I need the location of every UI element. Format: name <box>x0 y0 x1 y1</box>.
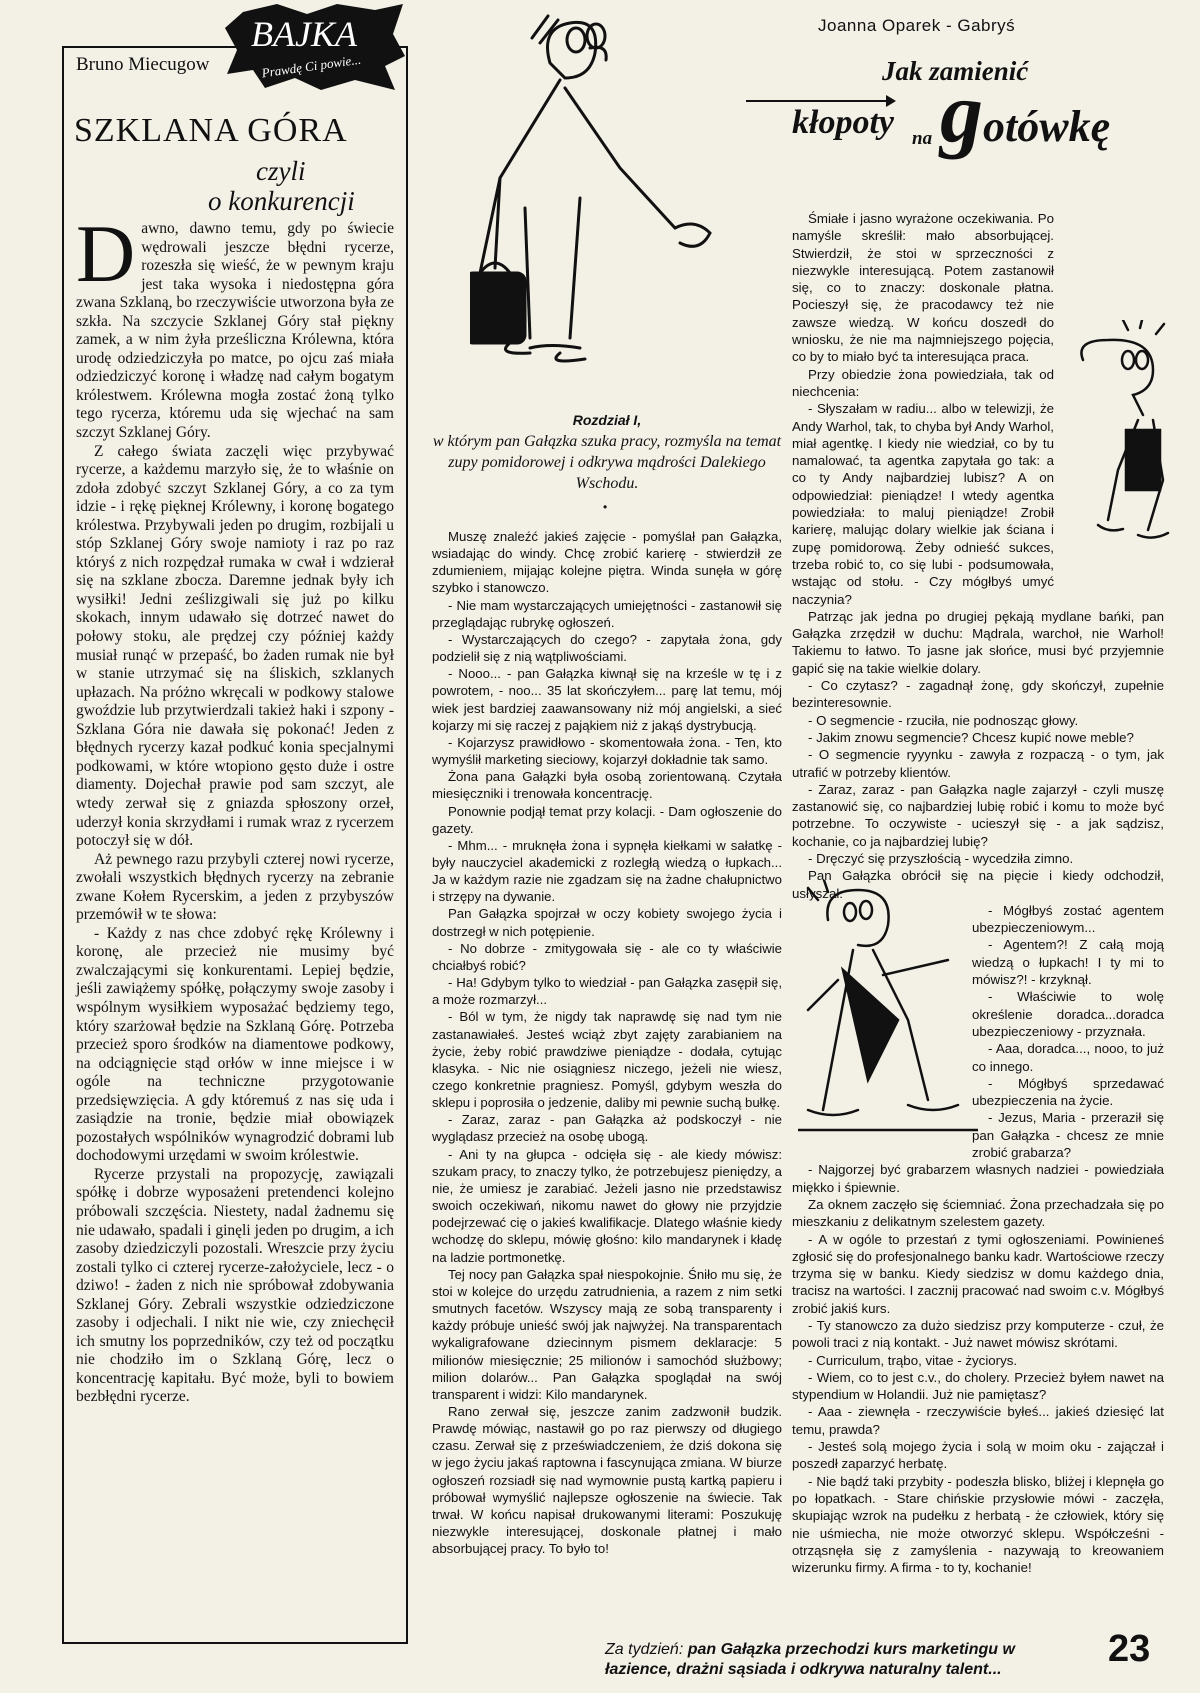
story-paragraph: - Zaraz, zaraz - pan Gałązka nagle zajarzył - czyli muszę zastanowić się, co najbardziej lubię robić i komu to może być potrzebne. To oczywiste - ucieszył się - a jak sądzisz, kochanie, co ja najbardziej lubię? <box>792 781 1164 849</box>
story-paragraph: Pan Gałązka spojrzał w oczy kobiety swojego życia i dostrzegł w nich potępienie. <box>432 906 782 939</box>
story-paragraph: - Jakim znowu segmencie? Chcesz kupić nowe meble? <box>808 729 1134 745</box>
headline-line-1: Jak zamienić <box>882 56 1029 86</box>
story-paragraph: - Jezus, Maria - przeraził się pan Gałązka - chcesz ze mnie zrobić grabarza? <box>972 1110 1164 1161</box>
fable-paragraph-2: Z całego świata zaczęli więc przybywać rycerze, a każdemu marzyło się, że to właśnie on zdoła zdobyć szczyt Szklanej Góry, a co za tym idzie - i rękę pięknej Królewny, i koronę bogatego królestwa. Przybywali jeden po drugim, rozbijali u stóp Szklanej Góry swoje namioty i raz po raz któryś z nich rozpędzał rumaka w cwał i wdzierał się na szklane zbocza. Daremne jednak były ich wysiłki! Jedni ześlizgiwali się już po kilku skokach, innym udawało się dotrzeć nawet do połowy stoku, ale prędzej czy później każdy musiał runąć w przepaść, bo żaden rumak nie był w stanie utrzymać się na śliskich, szklanych upłazach. Na próżno wkręcali w podkowy stalowe gwoździe lub przytwierdzali takież haki i szpony - Szklana Góra nie dawała się pokonać! Jeden z błędnych rycerzy kazał podkuć konia specjalnymi podkowami, w które wtopiono gęsto duże i ostre diamenty. Dojechał prawie pod sam szczyt, ale wtedy zerwał się z gniazda spłoszony orzeł, uderzył konia skrzydłami i rumak wraz z rycerzem potoczył się w dół. <box>76 442 394 850</box>
teaser-text: pan Gałązka przechodzi kurs marketingu w łazience, drażni sąsiada i odkrywa naturalny talent... <box>605 1641 1015 1678</box>
story-paragraph: - O segmencie ryyynku - zawyła z rozpaczą - o tym, jak utrafić w potrzeby klientów. <box>792 747 1164 780</box>
story-paragraph: - Ha! Gdybym tylko to wiedział - pan Gałązka zasępił się, a może rozmarzył... <box>432 975 782 1008</box>
fable-paragraph-4: - Każdy z nas chce zdobyć rękę Królewny i koronę, ale przecież nie musimy być zwalczającymi się konkurentami. Lepiej będzie, jeśli zawiążemy spółkę, połączymy swoje zasoby i wspólnym wysiłkiem wyposażać będziemy tego, który szarżował będzie na Szklaną Górę. Potrzeba przecież sporo środków na diamentowe podkowy, na odciągnięcie stąd orłów w inne miejsce i w ogóle na techniczne przygotowanie przedsięwzięcia. A gdy któremuś z nas się uda i zasiądzie na tronie, będzie miał obowiązek pozostałych wspólników wynagrodzić dobrami lub dochodowymi urzędami w swoim królestwie. <box>76 924 394 1165</box>
headline-line-2: kłopoty <box>792 104 894 141</box>
story-paragraph: - No dobrze - zmitygowała się - ale co ty właściwie chciałbyś robić? <box>432 940 782 973</box>
story-paragraph: - Mógłbyś zostać agentem ubezpieczeniowym... <box>972 902 1164 936</box>
story-paragraph: - Mógłbyś sprzedawać ubezpieczenia na życie. <box>972 1075 1164 1109</box>
story-paragraph: - Kojarzysz prawidłowo - skomentowała żona. - Ten, kto wymyślił marketing sieciowy, kojarzył dokładnie tak samo. <box>432 734 782 768</box>
section-bullet: • <box>603 500 608 514</box>
headline-na: na <box>912 128 933 149</box>
next-week-teaser <box>605 1640 1075 1680</box>
story-paragraph: - Dręczyć się przyszłością - wycedziła zimno. <box>808 850 1074 866</box>
story-paragraph: Patrząc jak jedna po drugiej pękają mydlane bańki, pan Gałązka zrzędził w duchu: Mądrala, warchoł, nie Warhol! Takiemu to łatwo. To jasne jak słońce, musi być przyjemnie gapić się na takie wielkie dolary. <box>792 608 1164 676</box>
fable-title: SZKLANA GÓRA <box>74 112 348 149</box>
page-number: 23 <box>1108 1628 1151 1670</box>
story-paragraph: - Agentem?! Z całą moją wiedzą o łupkach! I ty mi to mówisz?! - krzyknął. <box>972 937 1164 988</box>
headline-line-3 <box>940 64 1111 160</box>
story-paragraph: - Wystarczających do czego? - zapytała żona, gdy podzielił się z nią wątpliwościami. <box>432 631 782 665</box>
story-paragraph: - O segmencie - rzuciła, nie podnosząc głowy. <box>808 712 1079 728</box>
story-paragraph: - Aaa - ziewnęła - rzeczywiście byłeś... jakieś dziesięć lat temu, prawda? <box>792 1404 1164 1437</box>
story-paragraph: - Co czytasz? - zagadnął żonę, gdy skończył, zupełnie bezinteresownie. <box>792 678 1164 711</box>
fable-paragraph-1: Dawno, dawno temu, gdy po świecie wędrowali jeszcze błędni rycerze, rozeszła się wieść, że w pewnym kraju jest taka wysoka i niedostępna góra zwana Szklaną, bo rzeczywiście utworzona była ze szkła. Na szczycie Szklanej Góry stał piękny zamek, a w nim żyła prześliczna Królewna, która urodę odziedziczyła po matce, po ojcu zaś miała odziedziczyć koronę i władzę nad całym bogatym królestwem. Królewna mogła zostać żoną tylko tego rycerza, któremu uda się wjechać na sam szczyt Szklanej Góry. <box>76 208 394 442</box>
story-paragraph: - Aaa, doradca..., nooo, to już co innego. <box>972 1041 1164 1074</box>
chapter-caption <box>432 410 782 494</box>
walking-man-illustration <box>470 8 730 398</box>
story-paragraph: Za oknem zaczęło się ściemniać. Żona przechadzała się po mieszkaniu z delikatnym szelestem gazety. <box>792 1196 1164 1230</box>
badge-bottom-text: Prawdę Ci powie... <box>260 51 362 81</box>
badge-top-text: BAJKA <box>251 14 357 54</box>
chapter-label: Rozdział I, <box>572 412 642 428</box>
fable-subtitle-1: czyli <box>256 156 306 186</box>
story-paragraph: Pan Gałązka obrócił się na pięcie i kiedy odchodził, usłyszał: <box>792 868 1164 901</box>
fable-author: Bruno Miecugow <box>76 54 210 75</box>
story-paragraph: - A w ogóle to przestań z tymi ogłoszeniami. Powinieneś zgłosić się do profesjonalnego banku kadr. Wartościowe rzeczy trzyma się w banku. Kiedy siedzisz w domu każdego dnia, tracisz na wartości. I zacznij pracować nad swoim c.v. Mógłbyś zrobić jakiś kurs. <box>792 1231 1165 1316</box>
story-paragraph: - Ty stanowczo za dużo siedzisz przy komputerze - czuł, że powoli traci z nią kontakt. - Już nawet mówisz skrótami. <box>792 1318 1164 1351</box>
story-paragraph: - Słyszałam w radiu... albo w telewizji, że Andy Warhol, tak, to chyba był Andy Warhol, miał agentkę. I kiedy nie wiedział, co by tu namalować, ta agentka zapytała go tak: a co ty Andy najbardziej lubisz? A on odpowiedział: pieniądze! I wtedy agentka powiedziała: to maluj pieniądze! Zrobił karierę, malując dolary wielkie jak ściana i zupę pomidorową. Żeby odnieść sukces, trzeba robić to, co się lubi - podsumowała, wstając od stołu. - Czy mógłbyś umyć naczynia? <box>792 401 1054 607</box>
story-paragraph: - Nie bądź taki przybity - podeszła blisko, bliżej i klepnęła go po łopatkach. - Stare chińskie przysłowie mówi - zaczęła, skupiając wzrok na pudełku z herbatą - że człowiek, który się nie uśmiecha, nie może otworzyć sklepu. Współcześni - otrząsnęła się z zamyślenia - nazywają to kreowaniem wizerunku firmy. A firma - to ty, kochanie! <box>792 1473 1164 1576</box>
fable-body <box>76 208 394 1407</box>
story-paragraph: - Curriculum, trąbo, vitae - życiorys. <box>808 1352 1018 1368</box>
story-paragraph: Ponownie podjął temat przy kolacji. - Dam ogłoszenie do gazety. <box>432 803 782 836</box>
chapter-description: w którym pan Gałązka szuka pracy, rozmyśla na temat zupy pomidorowej i odkrywa mądrości Dalekiego Wschodu. <box>432 433 782 492</box>
man-at-desk-illustration <box>798 880 978 1140</box>
story-paragraph: - Zaraz, zaraz - pan Gałązka aż podskoczył - nie wyglądasz przecież na osobę ubogą. <box>432 1112 782 1145</box>
story-paragraph: Żona pana Gałązki była osobą zorientowaną. Czytała miesięczniki i trenowała koncentrację. <box>432 769 782 802</box>
teaser-lead: Za tydzień: <box>605 1641 684 1658</box>
fable-paragraph-5: Rycerze przystali na propozycję, zawiązali spółkę i dobrze wyposażeni pretendenci kolejno próbowali szczęścia. Niestety, nadal żadnemu się nie udawało, spadali i ginęli jeden po drugim, a ich zasoby dziedziczyli pozostali. Wreszcie przy życiu zostali tylko ci czterej rycerze-założyciele, lecz - o dziwo! - żaden z nich nie spróbował zdobywania Szklanej Góry. Zebrali wszystkie odziedziczone zasoby i odjechali. I nikt nie wie, czy zniechęcił ich smutny los poprzedników, czy też od początku nie chodziło im o Szklaną Górę, lecz o koncentrację kapitału. Być może, byli to bowiem bezbłędni rycerze. <box>76 1165 394 1406</box>
headline-initial: g <box>940 64 983 160</box>
story-paragraph: - Ani ty na głupca - odcięła się - ale kiedy mówisz: szukam pracy, to znaczy tylko, że potrzebujesz pieniędzy, a nie, że umiesz je zarabiać. Jeżeli jasno nie przedstawisz swoich oczekiwań, nikomu nawet do głowy nie przyjdzie podejrzewać cię o jakieś kwalifikacje. Dlatego właśnie kiedy wchodzę do sklepu, mówię głośno: kilo mandarynek i kładę na ladzie portmonetkę. <box>432 1146 782 1265</box>
story-paragraph: Rano zerwał się, jeszcze zanim zadzwonił budzik. Prawdę mówiąc, nastawił go po raz pierwszy od długiego czasu. Zerwał się z przeświadczeniem, że dziś dokona się w jego życiu jakaś raptowna i fascynująca zmiana. W biurze ogłoszeń rozsiadł się nad wymownie pustą kartką papieru i próbował wymyślić najlepsze ogłoszenie na świecie. Tak trwał. W końcu napisał drukowanymi literami: Poszukuję niezwykle interesującej, doskonale płatnej i mało absorbującej pracy. To było to! <box>432 1403 782 1557</box>
fable-paragraph-3: Aż pewnego razu przybyli czterej nowi rycerze, zwołali wszystkich błędnych rycerzy na zebranie zwane Kołem Rycerskim, a jeden z przybyszów przemówił w te słowa: <box>76 850 394 924</box>
story-paragraph: Śmiałe i jasno wyrażone oczekiwania. Po namyśle skreślił: mało absorbującej. Stwierdził, że stoi w sprzeczności z niezwykle interesującą. Potem zastanowił się, co to znaczy: doskonale płatna. Pocieszył się, że pracodawcy też nie zawsze wiedzą. W końcu doszedł do wniosku, że nie ma najmniejszego pojęcia, co by to miało być ta interesująca praca. <box>792 211 1054 365</box>
story-author: Joanna Oparek - Gabryś <box>818 16 1016 35</box>
story-paragraph: Muszę znaleźć jakieś zajęcie - pomyślał pan Gałązka, wsiadając do windy. Chcę zrobić karierę - stwierdził ze zdumieniem, mijając kolejne piętra. Winda sunęła w górę szybko i stanowczo. <box>432 529 782 596</box>
bajka-badge <box>225 4 405 90</box>
story-paragraph: - Nooo... - pan Gałązka kiwnął się na krześle w tę i z powrotem, - noo... 35 lat skończyłem... parę lat temu, mój wiek jest bardziej zaawansowany niż mój angielski, a sieć kojarzy mi się raczej z pająkiem niż z jakąś dystrybucją. <box>432 666 782 733</box>
story-paragraph: - Właściwie to wolę określenie doradca...doradca ubezpieczeniowy - przyznała. <box>972 989 1164 1039</box>
fable-subtitle-2: o konkurencji <box>208 186 355 216</box>
story-paragraph: - Jesteś solą mojego życia i solą w moim oku - zajączał i poszedł zaparzyć herbatę. <box>792 1439 1164 1472</box>
story-paragraph: - Nie mam wystarczających umiejętności - zastanowił się przeglądając rubrykę ogłoszeń. <box>432 597 782 630</box>
story-paragraph: Tej nocy pan Gałązka spał niespokojnie. Śniło mu się, że stoi w kolejce do urzędu zatrudnienia, a razem z nim setki smutnych facetów. Wszyscy mają ze sobą transparenty i każdy próbuje unieść swój jak najwyżej. Na transparentach wykaligrafowane dziecinnym pismem deklaracje: 5 milionów miesięcznie; 25 milionów i samochód służbowy; milion dolarów... Pan Gałązka spoglądał na swój transparent i widzi: Kilo mandarynek. <box>432 1266 782 1402</box>
story-paragraph: - Ból w tym, że nigdy tak naprawdę się nad tym nie zastanawiałeś. Jesteś wciąż zbyt zajęty zarabianiem na życie, żeby robić prawdziwe pieniądze - dodała, cytując klasyka. - Nic nie osiągniesz niczego, jeżeli nie wiesz, czego konkretnie pragniesz. Pomyśl, gdybym weszła do sklepu i poprosiła o jedzenie, daliby mi pewnie suchą bułkę. <box>432 1009 782 1111</box>
story-paragraph: - Najgorzej być grabarzem własnych nadziei - powiedziała miękko i śpiewnie. <box>792 1162 1164 1195</box>
headline-rest: otówkę <box>983 102 1111 151</box>
story-paragraph: - Wiem, co to jest c.v., do cholery. Przecież byłem nawet na stypendium w Holandii. Już nie pamiętasz? <box>792 1369 1164 1403</box>
story-paragraph: - Mhm... - mruknęła żona i sypnęła kiełkami w sałatkę - były nauczyciel akademicki z rozległą wiedzą o łupkach... Ja w każdym razie nie zgadzam się na żadne chałupnictwo i strzępy na dywanie. <box>432 837 782 905</box>
drop-cap: D <box>76 208 136 299</box>
story-paragraph: Przy obiedzie żona powiedziała, tak od niechcenia: <box>792 366 1054 399</box>
story-body-middle <box>432 528 782 1557</box>
